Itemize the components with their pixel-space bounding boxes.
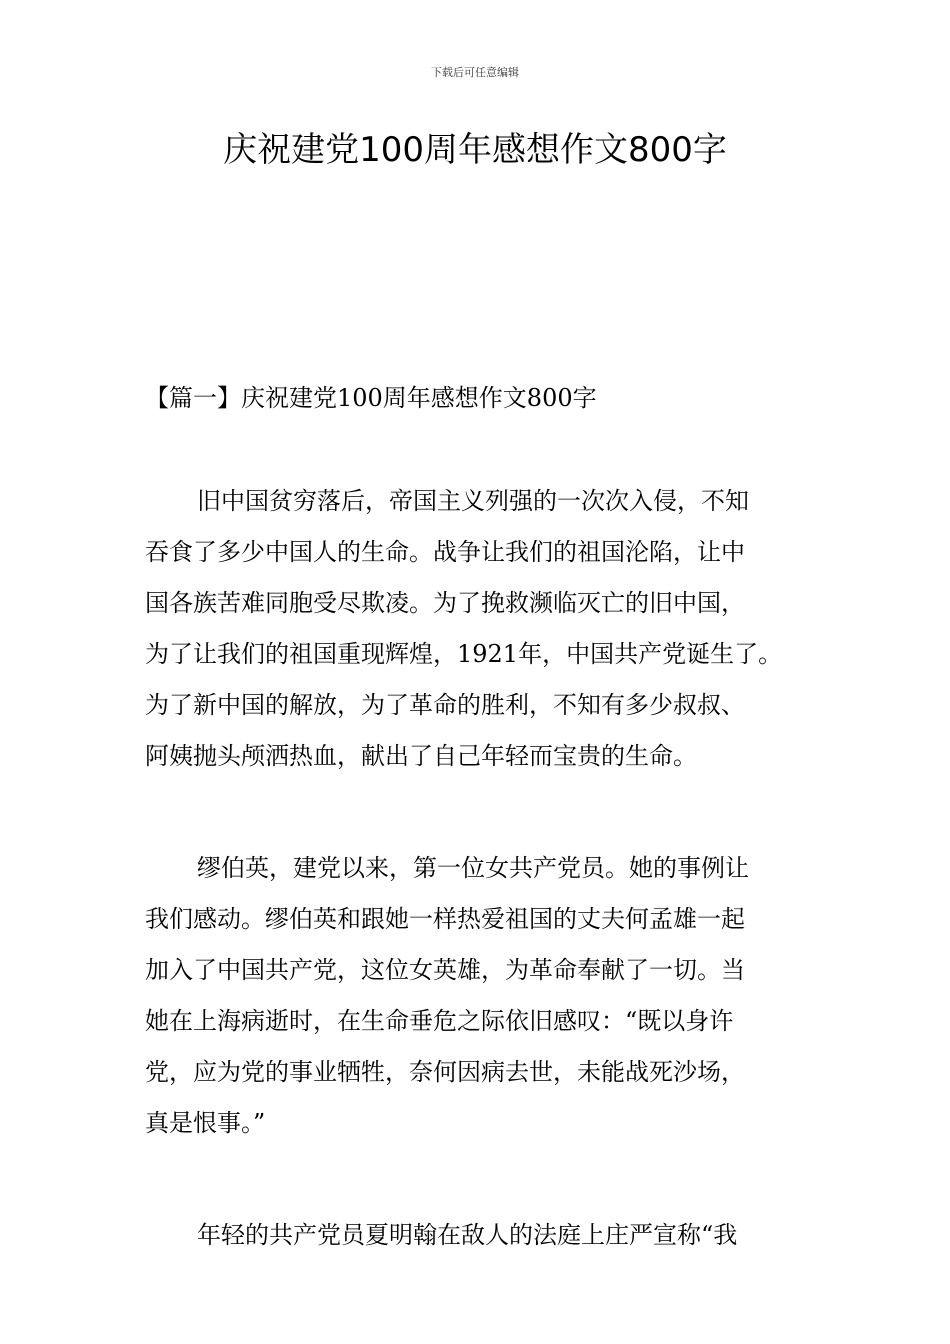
paragraph-line: 为了新中国的解放，为了革命的胜利，不知有多少叔叔、 bbox=[145, 691, 745, 719]
paragraph-line: 党，应为党的事业牺牲，奈何因病去世，未能战死沙场， bbox=[145, 1058, 745, 1086]
paragraph-line: 她在上海病逝时，在生命垂危之际依旧感叹：“既以身许 bbox=[145, 1007, 734, 1035]
paragraph-line: 吞食了多少中国人的生命。战争让我们的祖国沦陷，让中 bbox=[145, 538, 745, 566]
section-heading: 【篇一】庆祝建党100周年感想作文800字 bbox=[145, 384, 597, 412]
paragraph-line: 缪伯英，建党以来，第一位女共产党员。她的事例让 bbox=[197, 854, 749, 882]
document-body bbox=[145, 476, 825, 1322]
header-note: 下载后可任意编辑 bbox=[431, 66, 519, 79]
paragraph-line: 我们感动。缪伯英和跟她一样热爱祖国的丈夫何孟雄一起 bbox=[145, 905, 745, 933]
paragraph-line: 国各族苦难同胞受尽欺凌。为了挽救濒临灭亡的旧中国， bbox=[145, 589, 745, 617]
paragraph-line: 加入了中国共产党，这位女英雄，为革命奉献了一切。当 bbox=[145, 956, 745, 984]
paragraph-line: 阿姨抛头颅洒热血，献出了自己年轻而宝贵的生命。 bbox=[145, 742, 697, 770]
paragraph-3 bbox=[145, 1210, 825, 1261]
document-title: 庆祝建党100周年感想作文800字 bbox=[223, 130, 727, 170]
paragraph-2 bbox=[145, 843, 825, 1149]
paragraph-line: 真是恨事。” bbox=[145, 1109, 266, 1137]
paragraph-line: 年轻的共产党员夏明翰在敌人的法庭上庄严宣称“我 bbox=[197, 1221, 738, 1249]
paragraph-line: 旧中国贫穷落后，帝国主义列强的一次次入侵，不知 bbox=[197, 487, 749, 515]
paragraph-line: 为了让我们的祖国重现辉煌，1921年，中国共产党诞生了。 bbox=[145, 640, 783, 668]
paragraph-1 bbox=[145, 476, 825, 782]
